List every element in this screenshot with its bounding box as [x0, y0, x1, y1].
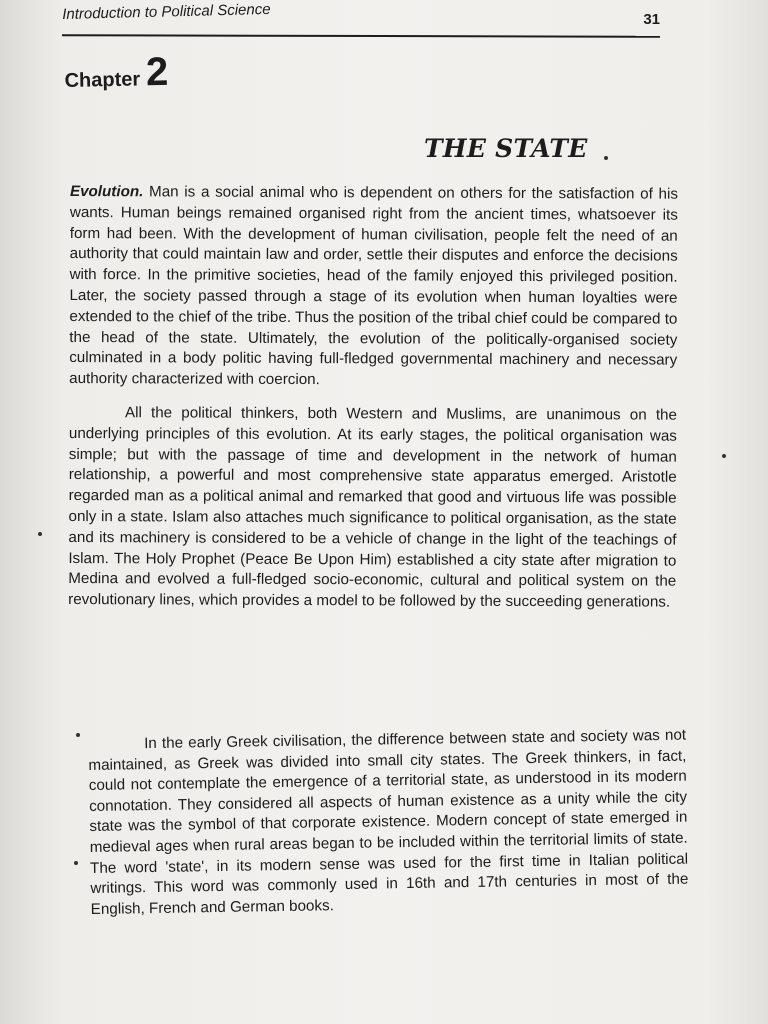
margin-speck [38, 532, 42, 536]
header-rule [62, 34, 660, 38]
margin-speck [604, 156, 608, 160]
paragraph-text: All the political thinkers, both Western and Muslims, are unanimous on the underlying principles of this evolution. At its early stages, the political organisation was simple; but with the passage of time and development in the network of human relationship, a powerful and most comprehensive state apparatus emerged. Aristotle regarded man as a political animal and remarked that good and virtuous life was possible only in a state. Islam also attaches much significance to political organisation, as the state and its machinery is considered to be a vehicle of change in the light of the teachings of Islam. The Holy Prophet (Peace Be Upon Him) established a city state after migration to Medina and evolved a full-fledged socio-economic, cultural and political system on the revolutionary lines, which provides a model to be followed by the succeeding generations. [68, 404, 678, 611]
body-text [68, 182, 678, 614]
paragraph-thinkers [68, 403, 677, 614]
paragraph-evolution [69, 182, 678, 393]
margin-speck [76, 733, 80, 737]
paragraph-greek [88, 726, 689, 921]
margin-speck [74, 861, 78, 865]
running-head: Introduction to Political Science [62, 0, 271, 23]
run-in-heading: Evolution. [69, 182, 144, 201]
chapter-heading [64, 50, 169, 97]
paragraph-text: Man is a social animal who is dependent on others for the satisfaction of his wants. Human beings remained organised right from the ancient times, whatsoever its form had been. With the development of human civilisation, people felt the need of an authority that could maintain law and order, settle their disputes and enforce the decisions with force. In the primitive societies, head of the family enjoyed this privileged position. Later, the society passed through a stage of its evolution when human loyalties were extended to the chief of the tribe. Thus the position of the tribal chief could be compared to the head of the state. Ultimately, the evolution of the politically-organised society culminated in a body politic having full-fledged governmental machinery and necessary authority characterized with coercion. [69, 183, 678, 389]
margin-speck [722, 454, 726, 458]
paragraph-text: In the early Greek civilisation, the difference between state and society was not maintained, as Greek was divided into small city states. The Greek thinkers, in fact, could not contemplate the emergence of a territorial state, as understood in its modern connotation. They considered all aspects of human existence as a unity while the city state was the symbol of that corporate existence. Modern concept of state emerged in medieval ages when rural areas began to be included within the territorial limits of state. The word 'state', in its modern sense was used for the first time in Italian political writings. This word was commonly used in 16th and 17th centuries in most of the English, French and German books. [88, 726, 689, 918]
page-number: 31 [643, 11, 660, 28]
chapter-number: 2 [145, 49, 169, 95]
chapter-title: THE STATE [424, 134, 588, 163]
chapter-label: Chapter [64, 68, 141, 92]
